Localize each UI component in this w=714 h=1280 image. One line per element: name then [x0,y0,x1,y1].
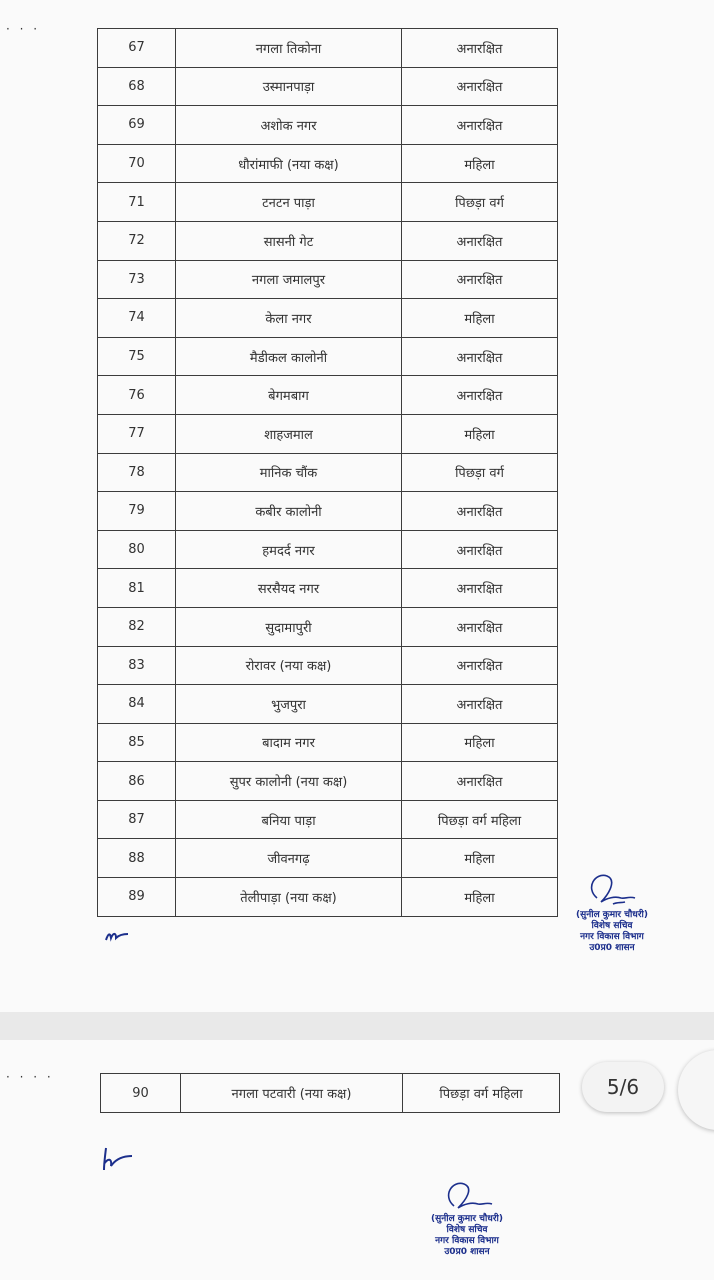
ward-name-cell: धौरांमाफी (नया कक्ष) [176,144,402,183]
reservation-category-cell: महिला [402,723,558,762]
table-row [98,762,558,801]
ward-name-cell: बेगमबाग [176,376,402,415]
ward-number-cell: 71 [98,183,176,222]
reservation-category-cell: अनारक्षित [402,29,558,68]
table-row [98,492,558,531]
table-row [98,67,558,106]
ward-number-cell: 90 [101,1074,181,1113]
initial-mark [104,928,130,944]
signatory-designation: विशेष सचिव [591,921,633,931]
signature-scribble-icon [577,868,647,910]
ward-number-cell: 80 [98,530,176,569]
ward-number-cell: 87 [98,800,176,839]
ward-name-cell: सरसैयद नगर [176,569,402,608]
reservation-category-cell: महिला [402,878,558,917]
ward-number-cell: 75 [98,337,176,376]
ward-number-cell: 70 [98,144,176,183]
reservation-category-cell: अनारक्षित [402,569,558,608]
table-row [98,723,558,762]
table-row [98,878,558,917]
ward-reservation-table-continued [100,1073,560,1113]
ward-name-cell: नगला जमालपुर [176,260,402,299]
ward-name-cell: केला नगर [176,299,402,338]
reservation-category-cell: महिला [402,144,558,183]
ward-name-cell: तेलीपाड़ा (नया कक्ष) [176,878,402,917]
table-row [98,144,558,183]
ward-name-cell: जीवनगढ़ [176,839,402,878]
signatory-name: (सुनील कुमार चौधरी) [576,910,648,920]
reservation-category-cell: अनारक्षित [402,106,558,145]
ward-name-cell: सुदामापुरी [176,607,402,646]
table-row [98,607,558,646]
ward-name-cell: सासनी गेट [176,221,402,260]
ward-number-cell: 82 [98,607,176,646]
ward-name-cell: मानिक चौंक [176,453,402,492]
ward-number-cell: 78 [98,453,176,492]
table-row [98,569,558,608]
ward-number-cell: 85 [98,723,176,762]
reservation-category-cell: अनारक्षित [402,337,558,376]
ward-name-cell: टनटन पाड़ा [176,183,402,222]
signatory-department: नगर विकास विभाग [580,932,644,942]
ward-name-cell: नगला तिकोना [176,29,402,68]
ward-number-cell: 81 [98,569,176,608]
table-row [98,530,558,569]
ward-number-cell: 76 [98,376,176,415]
signatory-name: (सुनील कुमार चौधरी) [431,1214,503,1224]
table-row [98,839,558,878]
ward-name-cell: बनिया पाड़ा [176,800,402,839]
ward-number-cell: 88 [98,839,176,878]
ward-name-cell: सुपर कालोनी (नया कक्ष) [176,762,402,801]
reservation-category-cell: अनारक्षित [402,376,558,415]
ward-name-cell: रोरावर (नया कक्ष) [176,646,402,685]
ward-name-cell: शाहजमाल [176,414,402,453]
reservation-category-cell: अनारक्षित [402,221,558,260]
table-row [101,1074,560,1113]
signature-scribble-icon [432,1178,502,1214]
reservation-category-cell: अनारक्षित [402,530,558,569]
ward-number-cell: 68 [98,67,176,106]
ward-number-cell: 72 [98,221,176,260]
table-row [98,221,558,260]
ward-number-cell: 67 [98,29,176,68]
reservation-category-cell: अनारक्षित [402,646,558,685]
reservation-category-cell: अनारक्षित [402,607,558,646]
reservation-category-cell: अनारक्षित [402,685,558,724]
reservation-category-cell: महिला [402,299,558,338]
reservation-category-cell: अनारक्षित [402,260,558,299]
table-row [98,106,558,145]
table-row [98,29,558,68]
table-row [98,685,558,724]
signatory-government: उ0प्र0 शासन [589,943,635,953]
reservation-category-cell: पिछड़ा वर्ग [402,183,558,222]
scan-marks: · · · · [6,1070,54,1084]
ward-reservation-table [97,28,558,917]
page-indicator: 5/6 [582,1062,664,1112]
reservation-category-cell: अनारक्षित [402,492,558,531]
reservation-category-cell: पिछड़ा वर्ग महिला [403,1074,560,1113]
ward-number-cell: 74 [98,299,176,338]
ward-name-cell: हमदर्द नगर [176,530,402,569]
signature-block [412,1178,522,1258]
table-row [98,260,558,299]
ward-number-cell: 89 [98,878,176,917]
table-row [98,183,558,222]
ward-number-cell: 79 [98,492,176,531]
reservation-category-cell: पिछड़ा वर्ग महिला [402,800,558,839]
table-row [98,337,558,376]
reservation-category-cell: महिला [402,414,558,453]
ward-name-cell: मैडीकल कालोनी [176,337,402,376]
ward-number-cell: 83 [98,646,176,685]
initial-mark [100,1146,136,1172]
reservation-category-cell: पिछड़ा वर्ग [402,453,558,492]
table-row [98,453,558,492]
ward-name-cell: कबीर कालोनी [176,492,402,531]
signatory-department: नगर विकास विभाग [435,1236,499,1246]
ward-name-cell: उस्मानपाड़ा [176,67,402,106]
ward-number-cell: 73 [98,260,176,299]
ward-name-cell: बादाम नगर [176,723,402,762]
ward-number-cell: 69 [98,106,176,145]
reservation-category-cell: महिला [402,839,558,878]
ward-number-cell: 84 [98,685,176,724]
ward-name-cell: नगला पटवारी (नया कक्ष) [181,1074,403,1113]
reservation-category-cell: अनारक्षित [402,67,558,106]
ward-name-cell: अशोक नगर [176,106,402,145]
signatory-designation: विशेष सचिव [446,1225,488,1235]
table-row [98,376,558,415]
ward-number-cell: 86 [98,762,176,801]
table-row [98,646,558,685]
reservation-category-cell: अनारक्षित [402,762,558,801]
signature-block [557,868,667,954]
table-row [98,414,558,453]
table-row [98,299,558,338]
ward-number-cell: 77 [98,414,176,453]
ward-name-cell: भुजपुरा [176,685,402,724]
signatory-government: उ0प्र0 शासन [444,1247,490,1257]
scan-marks: · · · [6,22,41,36]
table-row [98,800,558,839]
